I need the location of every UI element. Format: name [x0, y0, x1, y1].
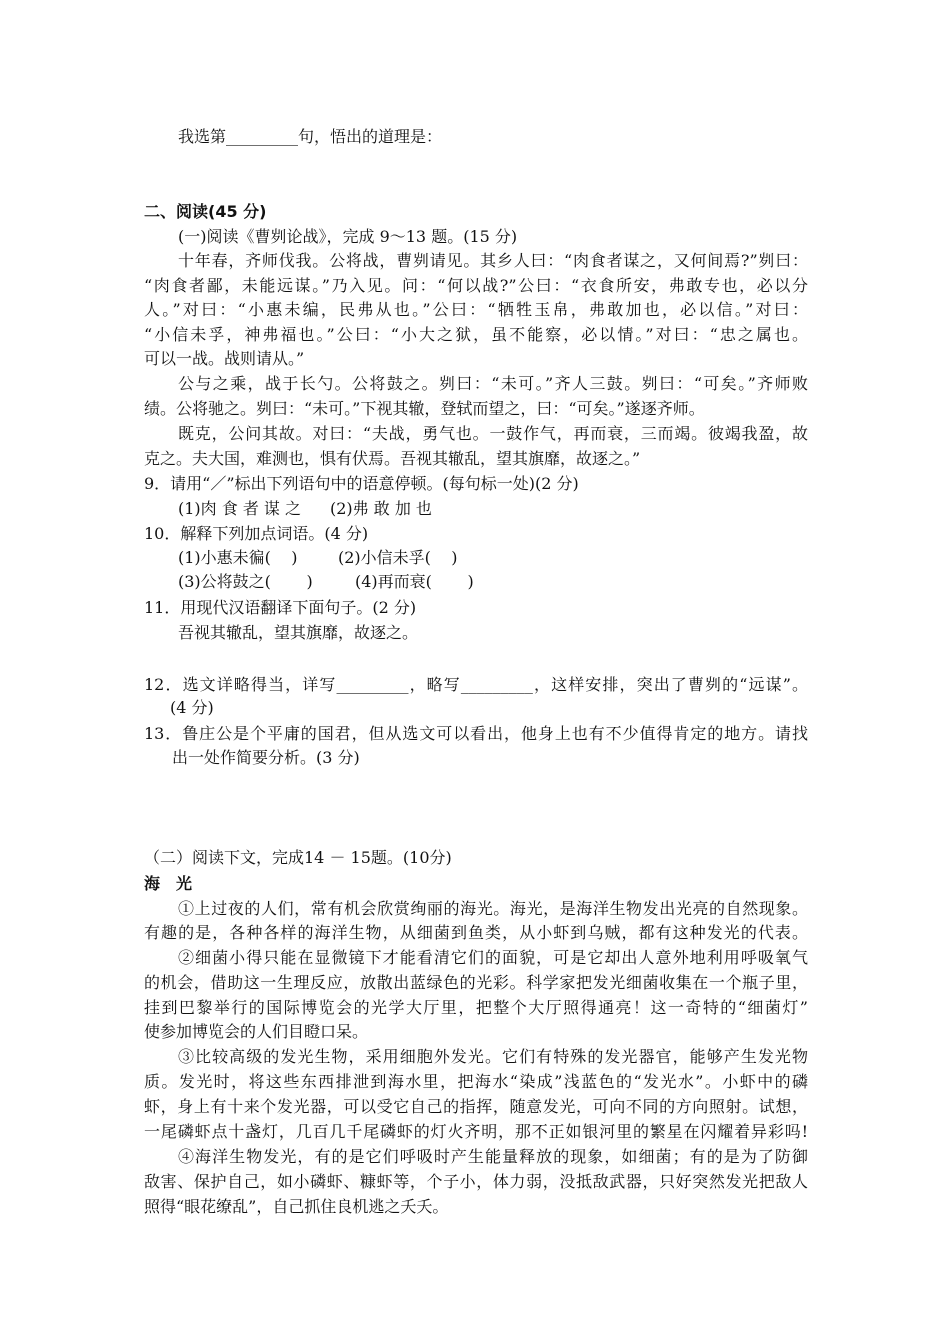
- question-12-line: 12．选文详略得当，详写_________，略写_________，这样安排，突出了曹刿的“远谋”。: [144, 675, 808, 694]
- question-10-item: (2)小信未孚( ): [338, 548, 458, 567]
- question-10-stem: 10．解释下列加点词语。(4 分): [144, 524, 369, 543]
- article-line: 的机会，借助这一生理反应，放散出蓝绿色的光彩。科学家把发光细菌收集在一个瓶子里，: [144, 973, 808, 992]
- passage-line: 绩。公将驰之。刿曰：“未可。”下视其辙，登轼而望之，曰：“可矣。”遂逐齐师。: [144, 399, 705, 418]
- question-9-stem: 9．请用“／”标出下列语句中的语意停顿。(每句标一处)(2 分): [144, 474, 579, 493]
- question-13-line: 出一处作简要分析。(3 分): [172, 748, 360, 767]
- article-line: 有趣的是，各种各样的海洋生物，从细菌到鱼类，从小虾到乌贼，都有这种发光的代表。: [144, 923, 808, 942]
- section-heading: 二、阅读(45 分): [144, 202, 267, 221]
- part-two-intro: （二）阅读下文，完成14 － 15题。(10分): [144, 848, 452, 867]
- question-9-item: (2)弗 敢 加 也: [330, 499, 432, 518]
- passage-line: 公与之乘，战于长勺。公将鼓之。刿曰：“未可。”齐人三鼓。刿曰：“可矣。”齐师败: [178, 374, 808, 393]
- article-line: 质。发光时，将这些东西排泄到海水里，把海水“染成”浅蓝色的“发光水”。小虾中的磷: [144, 1072, 808, 1091]
- question-10-item: (4)再而衰( ): [355, 572, 474, 591]
- article-line: ②细菌小得只能在显微镜下才能看清它们的面貌，可是它却出人意外地利用呼吸氧气: [178, 948, 808, 967]
- article-line: 照得“眼花缭乱”，自己抓住良机逃之夭夭。: [144, 1197, 449, 1216]
- passage-line: “小信未孚，神弗福也。”公曰：“小大之狱，虽不能察，必以情。”对曰：“忠之属也。: [144, 325, 808, 344]
- question-12-line: (4 分): [170, 698, 214, 717]
- question-11-sentence: 吾视其辙乱，望其旗靡，故逐之。: [178, 623, 419, 642]
- question-10-item: (1)小惠未徧( ): [178, 548, 298, 567]
- passage-line: 可以一战。战则请从。”: [144, 349, 305, 368]
- article-line: 虾，身上有十来个发光器，可以受它自己的指挥，随意发光，可向不同的方向照射。试想，: [144, 1097, 808, 1116]
- article-line: ③比较高级的发光生物，采用细胞外发光。它们有特殊的发光器官，能够产生发光物: [178, 1047, 808, 1066]
- passage-line: 克之。夫大国，难测也，惧有伏焉。吾视其辙乱，望其旗靡，故逐之。”: [144, 449, 641, 468]
- question-10-item: (3)公将鼓之( ): [178, 572, 313, 591]
- part-one-intro: (一)阅读《曹刿论战》，完成 9～13 题。(15 分): [178, 227, 518, 246]
- question-11-stem: 11．用现代汉语翻译下面句子。(2 分): [144, 598, 417, 617]
- passage-line: 既克，公问其故。对曰：“夫战，勇气也。一鼓作气，再而衰，三而竭。彼竭我盈，故: [178, 424, 808, 443]
- question-9-item: (1)肉 食 者 谋 之: [178, 499, 302, 518]
- question-13-line: 13．鲁庄公是个平庸的国君，但从选文可以看出，他身上也有不少值得肯定的地方。请找: [144, 724, 808, 743]
- article-line: 敌害、保护自己，如小磷虾、糠虾等，个子小，体力弱，没抵敌武器，只好突然发光把敌人: [144, 1172, 808, 1191]
- article-title: 海 光: [144, 874, 193, 893]
- passage-line: 人。”对曰：“小惠未编，民弗从也。”公曰：“牺牲玉帛，弗敢加也，必以信。”对曰：: [144, 300, 808, 319]
- passage-line: 十年春，齐师伐我。公将战，曹刿请见。其乡人曰：“肉食者谋之，又何间焉?”刿曰：: [178, 251, 808, 270]
- article-line: ①上过夜的人们，常有机会欣赏绚丽的海光。海光，是海洋生物发出光亮的自然现象。: [178, 899, 808, 918]
- article-line: 挂到巴黎举行的国际博览会的光学大厅里，把整个大厅照得通亮！这一奇特的“细菌灯”: [144, 998, 808, 1017]
- article-line: 使参加博览会的人们目瞪口呆。: [144, 1022, 369, 1041]
- article-line: ④海洋生物发光，有的是它们呼吸时产生能量释放的现象，如细菌；有的是为了防御: [178, 1147, 808, 1166]
- article-line: 一尾磷虾点十盏灯，几百几千尾磷虾的灯火齐明，那不正如银河里的繁星在闪耀着异彩吗!: [144, 1122, 808, 1141]
- choice-prompt: 我选第_________句，悟出的道理是：: [178, 127, 443, 146]
- passage-line: “肉食者鄙，未能远谋。”乃入见。问：“何以战?”公曰：“衣食所安，弗敢专也，必以分: [144, 276, 808, 295]
